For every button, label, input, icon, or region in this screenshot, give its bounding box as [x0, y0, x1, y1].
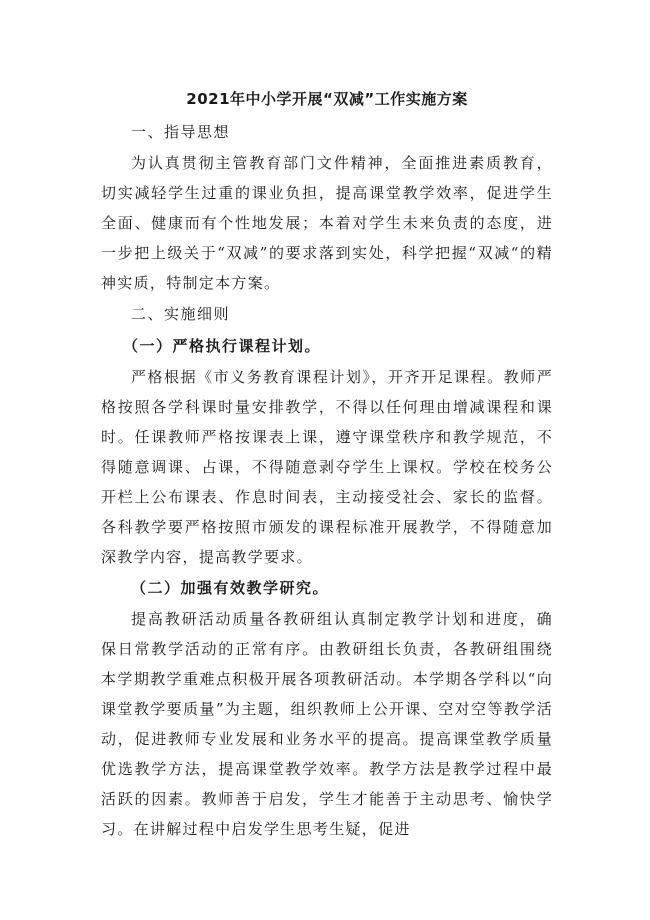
- subheading-curriculum-plan: （一）严格执行课程计划。: [123, 337, 322, 355]
- paragraph-teaching-research: 提高教研活动质量各教研组认真制定教学计划和进度，确保日常教学活动的正常有序。由教研组长负责，各教研组围绕本学期教学重难点积极开展各项教研活动。本学期各学科以“向课堂教学要质量”为主题，组织教师上公开课、空对空等教学活动，促进教师专业发展和业务水平的提高。提高课堂教学质量优选教学方法，提高课堂教学效率。教学方法是教学过程中最活跃的因素。教师善于启发，学生才能善于主动思考、愉快学习。在讲解过程中启发学生思考生疑，促进: [101, 610, 553, 838]
- document-title: 2021年中小学开展“双减”工作实施方案: [186, 90, 468, 108]
- document-body: [101, 84, 553, 844]
- section-heading-guiding-ideology: 一、指导思想: [131, 123, 231, 141]
- section-heading-implementation-rules: 二、实施细则: [131, 305, 231, 323]
- subheading-teaching-research: （二）加强有效教学研究。: [131, 579, 330, 597]
- paragraph-curriculum-plan: 严格根据《市义务教育课程计划》，开齐开足课程。教师严格按照各学科课时量安排教学，不得以任何理由增减课程和课时。任课教师严格按课表上课，遵守课堂秩序和教学规范，不得随意调课、占课，不得随意剥夺学生上课权。学校在校务公开栏上公布课表、作息时间表，主动接受社会、家长的监督。各科教学要严格按照市颁发的课程标准开展教学，不得随意加深教学内容，提高教学要求。: [101, 368, 553, 566]
- paragraph-guiding-ideology: 为认真贯彻主管教育部门文件精神，全面推进素质教育，切实减轻学生过重的课业负担，提高课堂教学效率，促进学生全面、健康而有个性地发展；本着对学生未来负责的态度，进一步把上级关于“双减”的要求落到实处，科学把握“双减“的精神实质，特制定本方案。: [101, 154, 553, 292]
